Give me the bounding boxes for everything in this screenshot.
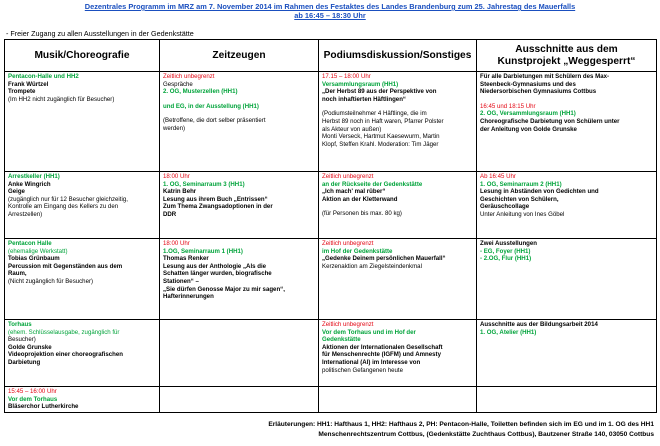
footer-legend: Erläuterungen: HH1: Hafthaus 1, HH2: Hafthaus 2, PH: Pentacon-Halle, Toiletten befinden sich im EG und im 1. OG des HH1: [268, 421, 654, 428]
cell-witness: Zeitlich unbegrenzt Gespräche 2. OG, Musterzellen (HH1) und EG, in der Ausstellung (HH1) (Betroffene, die dort selber präsentiert werden): [160, 72, 319, 172]
cell-podium-empty: [319, 387, 477, 413]
cell-podium: Zeitlich unbegrenzt an der Rückseite der Gedenkstätte „Ich mach' mal rüber“ Aktion an der Kletterwand (für Personen bis max. 80 kg): [319, 172, 477, 239]
cell-witness: 18:00 Uhr 1.OG, Seminarraum 1 (HH1) Thomas Renker Lesung aus der Anthologie „Als die Schatten länger wurden, biografische Stationen“ – „Sie dürfen Genosse Major zu mir sagen“, Hafterinnerungen: [160, 239, 319, 320]
cell-art: Für alle Darbietungen mit Schülern des Max- Steenbeck-Gymnasiums und des Niedersorbischen Gymnasiums Cottbus 16:45 und 18:15 Uhr 2. OG, Versammlungsraum (HH1) Choreografische Darbietung von Schülern unter der Anleitung von Golde Grunske: [477, 72, 657, 172]
column-header-podium: Podiumsdiskussion/Sonstiges: [319, 40, 477, 72]
cell-witness-empty: [160, 387, 319, 413]
cell-music: 15:45 – 16:00 Uhr Vor dem Torhaus Bläserchor Lutherkirche: [5, 387, 160, 413]
footer-address: Menschenrechtszentrum Cottbus, (Gedenkstätte Zuchthaus Cottbus), Bautzener Straße 140, 03050 Cottbus: [318, 431, 654, 438]
table-row: [5, 387, 657, 413]
cell-music: Arrestkeller (HH1) Anke Wingrich Geige (zugänglich nur für 12 Besucher gleichzeitig, Kontrolle am Eingang des Kellers zu den Arrestzellen): [5, 172, 160, 239]
cell-witness: 18:00 Uhr 1. OG, Seminarraum 3 (HH1) Katrin Behr Lesung aus ihrem Buch „Entrissen“ Zum Thema Zwangsadoptionen in der DDR: [160, 172, 319, 239]
cell-art: Ausschnitte aus der Bildungsarbeit 2014 1. OG, Atelier (HH1): [477, 320, 657, 387]
table-row: [5, 72, 657, 172]
cell-witness-empty: [160, 320, 319, 387]
table-row: [5, 239, 657, 320]
cell-music: Pentacon-Halle und HH2 Frank Würtzel Trompete (Im HH2 nicht zugänglich für Besucher): [5, 72, 160, 172]
table-row: [5, 320, 657, 387]
table-row: [5, 172, 657, 239]
column-header-witnesses: Zeitzeugen: [160, 40, 319, 72]
cell-art-empty: [477, 387, 657, 413]
column-header-art-project: Ausschnitte aus dem Kunstprojekt „Weggesperrt“: [477, 40, 657, 72]
cell-art: Ab 16:45 Uhr 1. OG, Seminarraum 2 (HH1) Lesung in Abständen von Gedichten und Geschichten von Schülern, Geräuschcollage Unter Anleitung von Ines Göbel: [477, 172, 657, 239]
cell-music: Torhaus (ehem. Schlüsselausgabe, zugänglich für Besucher) Golde Grunske Videoprojektion einer choreografischen Darbietung: [5, 320, 160, 387]
program-time: ab 16:45 – 18:30 Uhr: [294, 11, 366, 20]
table-header-row: [5, 40, 657, 72]
free-access-note: - Freier Zugang zu allen Ausstellungen in der Gedenkstätte: [6, 29, 194, 38]
column-header-music: Musik/Choreografie: [5, 40, 160, 72]
cell-podium: Zeitlich unbegrenzt im Hof der Gedenkstätte „Gedenke Deinem persönlichen Mauerfall“ Kerzenaktion am Ziegelsteindenkmal: [319, 239, 477, 320]
program-title: Dezentrales Programm im MRZ am 7. November 2014 im Rahmen des Festaktes des Landes Brandenburg zum 25. Jahrestag des Mauerfalls: [84, 2, 576, 11]
cell-music: Pentacon Halle (ehemalige Werkstatt) Tobias Grünbaum Percussion mit Gegenständen aus dem Raum, (Nicht zugänglich für Besucher): [5, 239, 160, 320]
cell-podium: Zeitlich unbegrenzt Vor dem Torhaus und im Hof der Gedenkstätte Aktionen der Internationalen Gesellschaft für Menschenrechte (IGFM) und Amnesty International (AI) im Interesse von politischen Gefangenen heute: [319, 320, 477, 387]
cell-art: Zwei Ausstellungen - EG, Foyer (HH1) - 2.OG, Flur (HH1): [477, 239, 657, 320]
program-table: [4, 39, 657, 413]
cell-podium: 17.15 – 18:00 Uhr Versammlungsraum (HH1) „Der Herbst 89 aus der Perspektive von noch inhaftierten Häftlingen“ (Podiumsteilnehmer 4 Häftlinge, die im Herbst 89 noch in Haft waren, Pfarrer Polster als Akteur von außen) Monti Verseck, Hartmut Kaesewurm, Martin Klopf, Steffen Krahl. Moderation: Tim Jäger: [319, 72, 477, 172]
